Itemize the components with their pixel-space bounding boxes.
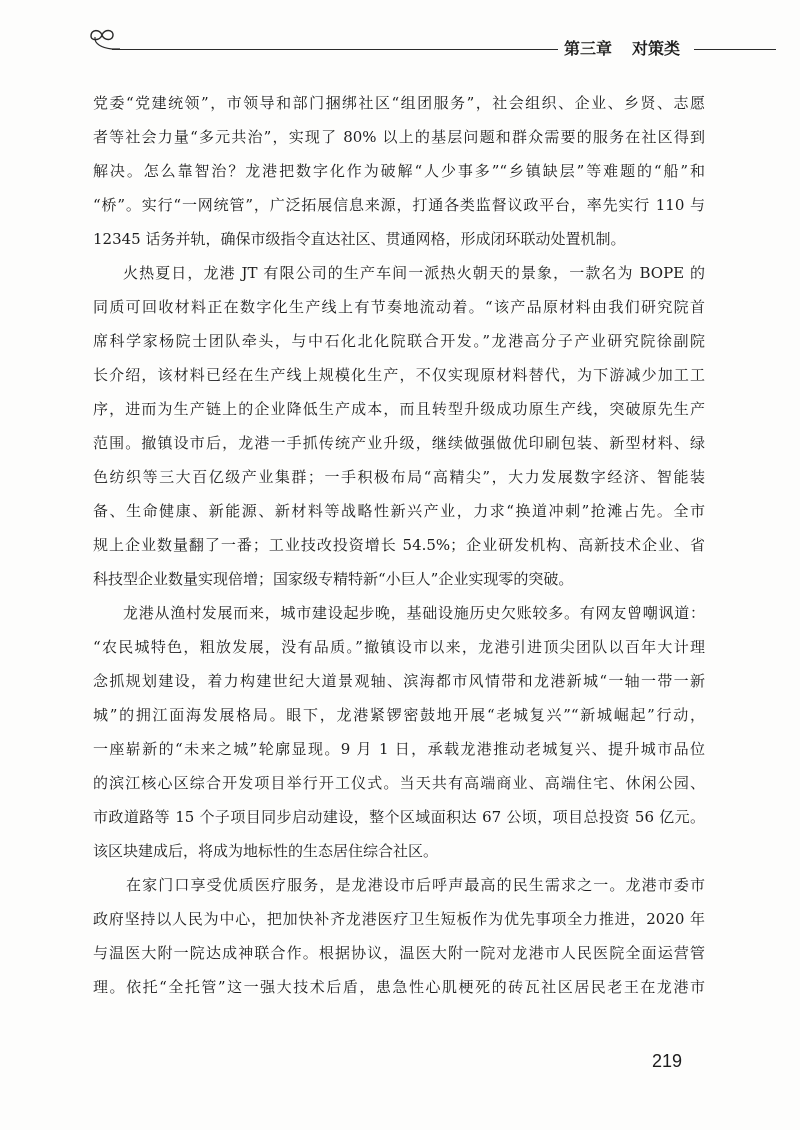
text-line: 科技型企业数量实现倍增；国家级专精特新“小巨人”企业实现零的突破。: [93, 570, 574, 588]
text-line: 理。依托“全托管”这一强大技术后盾，患急性心肌梗死的砖瓦社区居民老王在龙港市: [93, 978, 705, 996]
text-line: 龙港从渔村发展而来，城市建设起步晚，基础设施历史欠账较多。有网友曾嘲讽道：: [123, 604, 705, 622]
body-text: [93, 86, 705, 1004]
text-line: 火热夏日，龙港 JT 有限公司的生产车间一派热火朝天的景象，一款名为 BOPE 的: [123, 264, 705, 282]
text-line: 的滨江核心区综合开发项目举行开工仪式。当天共有高端商业、高端住宅、休闲公园、: [93, 774, 705, 792]
paragraph: [93, 86, 705, 256]
text-line: 色纺织等三大百亿级产业集群；一手积极布局“高精尖”，大力发展数字经济、智能装: [93, 468, 705, 486]
paragraph: [93, 256, 705, 596]
text-line: “桥”。实行“一网统管”，广泛拓展信息来源，打通各类监督议政平台，率先实行 110 与: [93, 196, 705, 214]
text-line: 党委“党建统领”，市领导和部门捆绑社区“组团服务”，社会组织、企业、乡贤、志愿: [93, 94, 705, 112]
text-line: 一座崭新的“未来之城”轮廓显现。9 月 1 日，承载龙港推动老城复兴、提升城市品位: [93, 740, 705, 758]
text-line: 范围。撤镇设市后，龙港一手抓传统产业升级，继续做强做优印刷包装、新型材料、绿: [93, 434, 705, 452]
text-line: 念抓规划建设，着力构建世纪大道景观轴、滨海都市风情带和龙港新城“一轴一带一新: [93, 672, 705, 690]
text-line: 长介绍，该材料已经在生产线上规模化生产，不仅实现原材料替代，为下游减少加工工: [93, 366, 705, 384]
header-rule-left: [112, 49, 558, 50]
text-line: 规上企业数量翻了一番；工业技改投资增长 54.5%；企业研发机构、高新技术企业、省: [93, 536, 705, 554]
text-line: 席科学家杨院士团队牵头，与中石化北化院联合开发。”龙港高分子产业研究院徐副院: [93, 332, 705, 350]
text-line: 城”的拥江面海发展格局。眼下，龙港紧锣密鼓地开展“老城复兴”“新城崛起”行动，: [93, 706, 705, 724]
header-chapter: 第三章: [564, 39, 613, 58]
text-line: 备、生命健康、新能源、新材料等战略性新兴产业，力求“换道冲刺”抢滩占先。全市: [93, 502, 705, 520]
text-line: 与温医大附一院达成神联合作。根据协议，温医大附一院对龙港市人民医院全面运营管: [93, 944, 705, 962]
text-line: 12345 话务并轨，确保市级指令直达社区、贯通网格，形成闭环联动处置机制。: [93, 230, 626, 248]
text-line: 该区块建成后，将成为地标性的生态居住综合社区。: [93, 842, 439, 860]
text-line: 者等社会力量“多元共治”，实现了 80% 以上的基层问题和群众需要的服务在社区得到: [93, 128, 705, 146]
text-line: 市政道路等 15 个子项目同步启动建设，整个区域面积达 67 公顷，项目总投资 56 亿元。: [93, 808, 705, 826]
page-number: 219: [652, 1051, 683, 1071]
swirl-ornament-icon: [86, 24, 120, 52]
text-line: 解决。怎么靠智治？龙港把数字化作为破解“人少事多”“乡镇缺层”等难题的“船”和: [93, 162, 705, 180]
header-rule-right: [694, 49, 776, 50]
text-line: 在家门口享受优质医疗服务，是龙港设市后呼声最高的民生需求之一。龙港市委市: [126, 876, 705, 894]
paragraph: [93, 868, 705, 1004]
paragraph: [93, 596, 705, 868]
text-line: 政府坚持以人民为中心，把加快补齐龙港医疗卫生短板作为优先事项全力推进，2020 年: [93, 910, 705, 928]
text-line: 同质可回收材料正在数字化生产线上有节奏地流动着。“该产品原材料由我们研究院首: [93, 298, 705, 316]
text-line: “农民城特色，粗放发展，没有品质。”撤镇设市以来，龙港引进顶尖团队以百年大计理: [93, 638, 705, 656]
header-section: 对策类: [630, 38, 684, 60]
text-line: 序，进而为生产链上的企业降低生产成本，而且转型升级成功原生产线，突破原先生产: [93, 400, 705, 418]
